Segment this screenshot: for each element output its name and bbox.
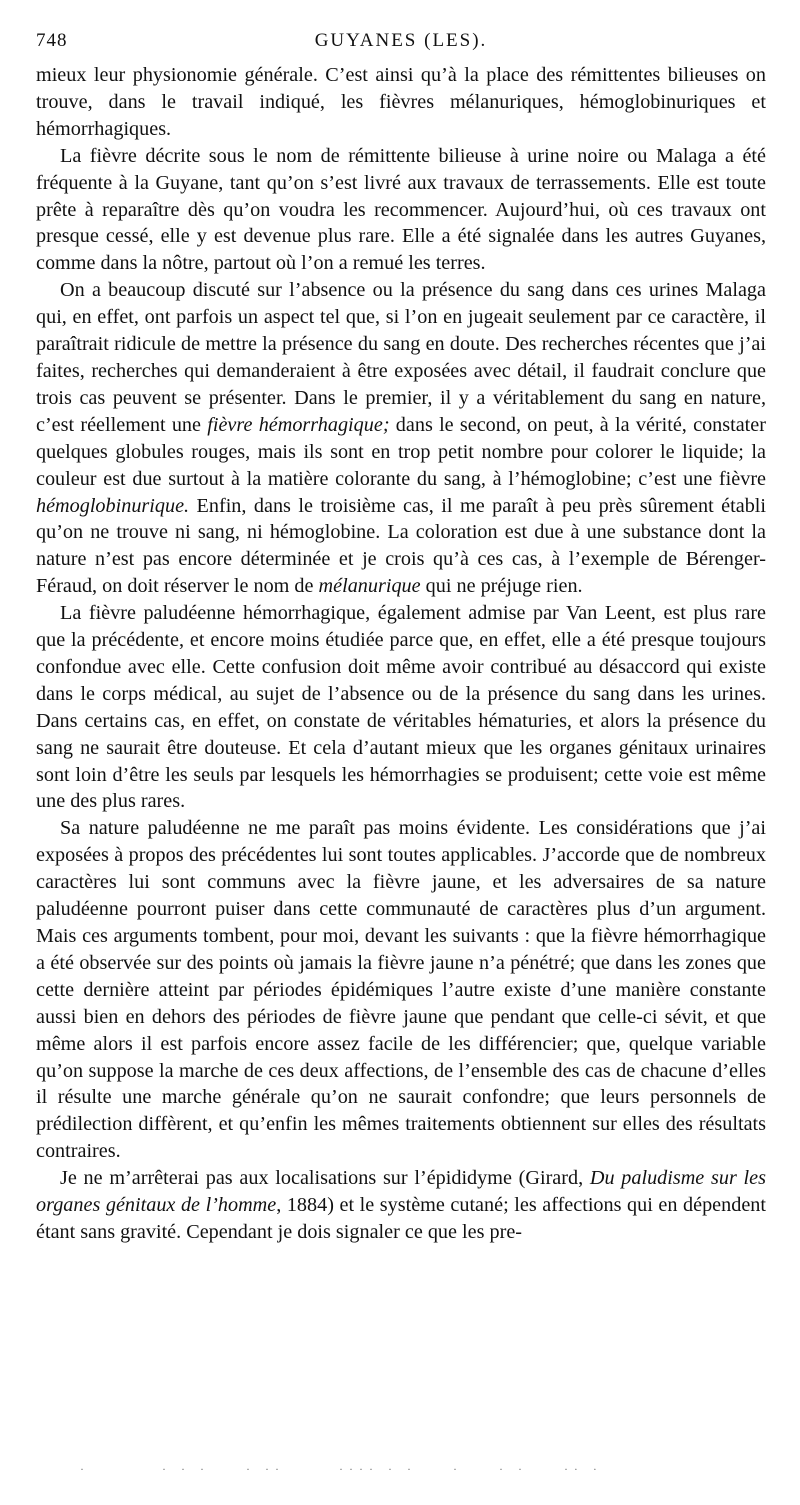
paragraph [36,815,766,1165]
paragraph [36,62,766,143]
text-run: Je ne m’arrêterai pas aux localisations sur l’épididyme (Girard, [60,1167,590,1190]
text-run: , 1884) et le système cutané; les affections qui en dépendent étant sans gravité. Cependant je dois signaler ce que les pre- [36,1194,766,1243]
paragraph [36,277,766,600]
text-run: On a beaucoup discuté sur l’absence ou la présence du sang dans ces urines Malaga qui, en effet, ont parfois un aspect tel que, si l’on en jugeait seulement par ce caractère, il paraîtrait ridicule de mettre la présence du sang en doute. Des recherches récentes que j’ai faites, recherches qui demanderaient à être exposées avec détail, il faudrait conclure que trois cas peuvent se présenter. Dans le premier, il y a véritablement du sang en nature, c’est réellement une [36,279,766,436]
paragraph [36,143,766,278]
italic-text: mélanurique [318,575,421,598]
running-title: GUYANES (LES). [314,30,488,51]
text-run: La fièvre décrite sous le nom de rémittente bilieuse à urine noire ou Malaga a été fréquente à la Guyane, tant qu’on s’est livré aux travaux de terrassements. Elle est toute prête à reparaître dès qu’on voudra les recommencer. Aujourd’hui, où ces travaux ont presque cessé, elle y est devenue plus rare. Elle a été signalée dans les autres Guyanes, comme dans la nôtre, partout où l’on a remué les terres. [36,144,766,275]
text-run: qui ne préjuge rien. [420,575,583,598]
book-page [36,28,766,1246]
paragraph [36,600,766,815]
text-run: La fièvre paludéenne hémorrhagique, également admise par Van Leent, est plus rare que la précédente, et encore moins étudiée parce que, en effet, elle a été presque toujours confondue avec elle. Cette confusion doit même avoir contribué au désaccord qui existe dans le corps médical, au sujet de l’absence ou de la présence du sang dans les urines. Dans certains cas, en effet, on constate de véritables hématuries, et alors la présence du sang ne saurait être douteuse. Et cela d’autant mieux que les organes génitaux urinaires sont loin d’être les seuls par lesquels les hémorrhagies se produisent; cette voie est même une des plus rares. [36,602,766,813]
paragraph [36,1165,766,1246]
body-text [36,62,766,1246]
page-number: 748 [36,30,68,51]
text-run: dans le second, on peut, à la vérité, constater quelques globules rouges, mais ils sont en trop petit nombre pour colorer le liquide; la couleur est due surtout à la matière colorante du sang, à l’hémoglobine; c’est une fièvre [36,413,766,490]
page-header [36,28,766,58]
italic-text: Du paludisme sur les organes génitaux de l’homme [36,1167,766,1217]
text-run: Sa nature paludéenne ne me paraît pas moins évidente. Les considérations que j’ai exposées à propos des précédentes lui sont toutes applicables. J’accorde que de nombreux caractères lui sont communs avec la fièvre jaune, et les adversaires de sa nature paludéenne pourront puiser dans cette communauté de caractères plus d’un argument. Mais ces arguments tombent, pour moi, devant les suivants : que la fièvre hémorrhagique a été observée sur des points où jamais la fièvre jaune n’a pénétré; que dans les zones que cette dernière atteint par périodes épidémiques l’autre existe d’une manière constante aussi bien en dehors des périodes de fièvre jaune que pendant que celle-ci sévit, et que même alors il est parfois encore assez facile de les différencier; que, quelque variable qu’on suppose la marche de ces deux affections, de l’ensemble des cas de chacune d’elles il résulte une marche générale qu’on ne saurait confondre; que leurs personnels de prédilection diffèrent, et qu’enfin les mêmes traitements obtiennent sur elles des résultats contraires. [36,817,766,1163]
scan-noise-marks: · · · · · ·· ···· · · · · · ·· · [80,1462,603,1476]
text-run: mieux leur physionomie générale. C’est ainsi qu’à la place des rémittentes bilieuses on trouve, dans le travail indiqué, les fièvres mélanuriques, hémoglobinuriques et hémorrhagiques. [36,64,766,140]
text-run: Enfin, dans le troisième cas, il me paraît à peu près sûrement établi qu’on ne trouve ni sang, ni hémoglobine. La coloration est due à une substance dont la nature n’est pas encore déterminée et je crois qu’à ces cas, à l’exemple de Bérenger-Féraud, on doit réserver le nom de [36,494,766,598]
italic-text: hémoglobinurique. [36,494,190,517]
italic-text: fièvre hémorrhagique; [207,413,390,436]
